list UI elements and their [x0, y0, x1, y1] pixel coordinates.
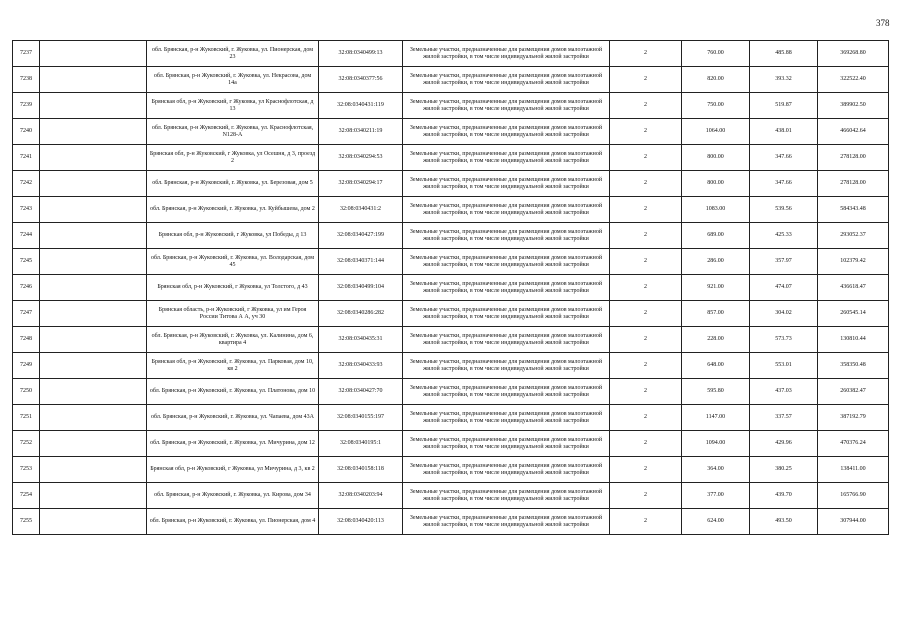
zone-cell: 2 — [610, 353, 682, 379]
zone-cell: 2 — [610, 145, 682, 171]
blank-cell — [40, 223, 147, 249]
table-row — [13, 483, 889, 509]
cadastral-number-cell: 32:08:0340203:94 — [319, 483, 403, 509]
row-number-cell: 7250 — [13, 379, 40, 405]
cadastral-value-cell: 260382.47 — [818, 379, 889, 405]
cadastral-number-cell: 32:08:0340294:53 — [319, 145, 403, 171]
area-cell: 760.00 — [682, 41, 750, 67]
cadastral-number-cell: 32:08:0340158:118 — [319, 457, 403, 483]
area-cell: 1147.00 — [682, 405, 750, 431]
address-cell: обл. Брянская, р-н Жуковский, г. Жуковка, ул. Платонова, дом 10 — [147, 379, 319, 405]
blank-cell — [40, 301, 147, 327]
cadastral-value-cell: 293052.37 — [818, 223, 889, 249]
land-use-cell: Земельные участки, предназначенные для размещения домов малоэтажной жилой застройки, в том числе индивидуальной жилой застройки — [403, 327, 610, 353]
specific-value-cell: 493.50 — [750, 509, 818, 535]
land-use-cell: Земельные участки, предназначенные для размещения домов малоэтажной жилой застройки, в том числе индивидуальной жилой застройки — [403, 223, 610, 249]
table-row — [13, 249, 889, 275]
table-row — [13, 301, 889, 327]
cadastral-value-cell: 138411.00 — [818, 457, 889, 483]
row-number-cell: 7237 — [13, 41, 40, 67]
area-cell: 750.00 — [682, 93, 750, 119]
land-use-cell: Земельные участки, предназначенные для размещения домов малоэтажной жилой застройки, в том числе индивидуальной жилой застройки — [403, 379, 610, 405]
land-use-cell: Земельные участки, предназначенные для размещения домов малоэтажной жилой застройки, в том числе индивидуальной жилой застройки — [403, 41, 610, 67]
land-use-cell: Земельные участки, предназначенные для размещения домов малоэтажной жилой застройки, в том числе индивидуальной жилой застройки — [403, 93, 610, 119]
cadastral-value-cell: 389902.50 — [818, 93, 889, 119]
address-cell: обл. Брянская, р-н Жуковский, г. Жуковка, ул. Чапаева, дом 43А — [147, 405, 319, 431]
specific-value-cell: 393.32 — [750, 67, 818, 93]
land-use-cell: Земельные участки, предназначенные для размещения домов малоэтажной жилой застройки, в том числе индивидуальной жилой застройки — [403, 353, 610, 379]
cadastral-number-cell: 32:08:0340431:2 — [319, 197, 403, 223]
blank-cell — [40, 405, 147, 431]
table-row — [13, 67, 889, 93]
blank-cell — [40, 457, 147, 483]
land-use-cell: Земельные участки, предназначенные для размещения домов малоэтажной жилой застройки, в том числе индивидуальной жилой застройки — [403, 145, 610, 171]
area-cell: 800.00 — [682, 145, 750, 171]
area-cell: 689.00 — [682, 223, 750, 249]
cadastral-value-cell: 260545.14 — [818, 301, 889, 327]
table-row — [13, 197, 889, 223]
zone-cell: 2 — [610, 405, 682, 431]
cadastral-value-cell: 466042.64 — [818, 119, 889, 145]
zone-cell: 2 — [610, 431, 682, 457]
area-cell: 364.00 — [682, 457, 750, 483]
land-use-cell: Земельные участки, предназначенные для размещения домов малоэтажной жилой застройки, в том числе индивидуальной жилой застройки — [403, 405, 610, 431]
table-row — [13, 509, 889, 535]
blank-cell — [40, 275, 147, 301]
zone-cell: 2 — [610, 223, 682, 249]
area-cell: 648.00 — [682, 353, 750, 379]
specific-value-cell: 539.56 — [750, 197, 818, 223]
cadastral-value-cell: 165766.90 — [818, 483, 889, 509]
address-cell: Брянская обл, р-н Жуковский, г Жуковка, ул Толстого, д 43 — [147, 275, 319, 301]
area-cell: 595.80 — [682, 379, 750, 405]
row-number-cell: 7254 — [13, 483, 40, 509]
row-number-cell: 7245 — [13, 249, 40, 275]
row-number-cell: 7238 — [13, 67, 40, 93]
area-cell: 921.00 — [682, 275, 750, 301]
address-cell: обл. Брянская, р-н Жуковский, г. Жуковка, ул. Пионерская, дом 4 — [147, 509, 319, 535]
cadastral-value-cell: 322522.40 — [818, 67, 889, 93]
address-cell: обл. Брянская, р-н Жуковский, г. Жуковка, ул. Некрасова, дом 14а — [147, 67, 319, 93]
blank-cell — [40, 431, 147, 457]
area-cell: 1083.00 — [682, 197, 750, 223]
blank-cell — [40, 483, 147, 509]
area-cell: 377.00 — [682, 483, 750, 509]
cadastral-number-cell: 32:08:0340377:56 — [319, 67, 403, 93]
row-number-cell: 7244 — [13, 223, 40, 249]
area-cell: 800.00 — [682, 171, 750, 197]
zone-cell: 2 — [610, 41, 682, 67]
land-use-cell: Земельные участки, предназначенные для размещения домов малоэтажной жилой застройки, в том числе индивидуальной жилой застройки — [403, 275, 610, 301]
table-row — [13, 119, 889, 145]
cadastral-value-cell: 358350.48 — [818, 353, 889, 379]
zone-cell: 2 — [610, 249, 682, 275]
address-cell: обл. Брянская, р-н Жуковский, г. Жуковка, ул. Пионерская, дом 23 — [147, 41, 319, 67]
land-use-cell: Земельные участки, предназначенные для размещения домов малоэтажной жилой застройки, в том числе индивидуальной жилой застройки — [403, 197, 610, 223]
blank-cell — [40, 379, 147, 405]
specific-value-cell: 485.88 — [750, 41, 818, 67]
specific-value-cell: 425.33 — [750, 223, 818, 249]
cadastral-number-cell: 32:08:0340435:31 — [319, 327, 403, 353]
table-row — [13, 431, 889, 457]
address-cell: обл. Брянская, р-н Жуковский, г. Жуковка, ул. Кирова, дом 34 — [147, 483, 319, 509]
area-cell: 286.00 — [682, 249, 750, 275]
zone-cell: 2 — [610, 509, 682, 535]
zone-cell: 2 — [610, 275, 682, 301]
cadastral-number-cell: 32:08:0340294:17 — [319, 171, 403, 197]
address-cell: обл. Брянская, р-н Жуковский, г. Жуковка, ул. Мичурина, дом 12 — [147, 431, 319, 457]
zone-cell: 2 — [610, 301, 682, 327]
table-body — [13, 41, 889, 535]
blank-cell — [40, 197, 147, 223]
row-number-cell: 7242 — [13, 171, 40, 197]
row-number-cell: 7251 — [13, 405, 40, 431]
address-cell: Брянская обл, р-н Жуковский, г Жуковка, ул Победы, д 13 — [147, 223, 319, 249]
row-number-cell: 7249 — [13, 353, 40, 379]
specific-value-cell: 573.73 — [750, 327, 818, 353]
cadastral-value-cell: 436618.47 — [818, 275, 889, 301]
zone-cell: 2 — [610, 457, 682, 483]
cadastral-number-cell: 32:08:0340499:13 — [319, 41, 403, 67]
address-cell: Брянская обл, р-н Жуковский, г Жуковка, ул Мичурина, д 3, кв 2 — [147, 457, 319, 483]
cadastral-value-cell: 387192.79 — [818, 405, 889, 431]
address-cell: обл. Брянская, р-н Жуковский, г. Жуковка, ул. Березовая, дом 5 — [147, 171, 319, 197]
row-number-cell: 7243 — [13, 197, 40, 223]
cadastral-number-cell: 32:08:0340195:1 — [319, 431, 403, 457]
blank-cell — [40, 67, 147, 93]
land-use-cell: Земельные участки, предназначенные для размещения домов малоэтажной жилой застройки, в том числе индивидуальной жилой застройки — [403, 249, 610, 275]
row-number-cell: 7247 — [13, 301, 40, 327]
cadastral-number-cell: 32:08:0340371:144 — [319, 249, 403, 275]
address-cell: обл. Брянская, р-н Жуковский, г. Жуковка, ул. Куйбышева, дом 2 — [147, 197, 319, 223]
table-row — [13, 171, 889, 197]
specific-value-cell: 429.96 — [750, 431, 818, 457]
blank-cell — [40, 509, 147, 535]
area-cell: 1064.00 — [682, 119, 750, 145]
land-use-cell: Земельные участки, предназначенные для размещения домов малоэтажной жилой застройки, в том числе индивидуальной жилой застройки — [403, 431, 610, 457]
cadastral-value-cell: 307944.00 — [818, 509, 889, 535]
cadastral-value-cell: 278128.00 — [818, 171, 889, 197]
zone-cell: 2 — [610, 327, 682, 353]
cadastral-value-cell: 369268.80 — [818, 41, 889, 67]
area-cell: 1094.00 — [682, 431, 750, 457]
zone-cell: 2 — [610, 171, 682, 197]
area-cell: 857.00 — [682, 301, 750, 327]
address-cell: обл. Брянская, р-н Жуковский, г. Жуковка, ул. Калинина, дом 6, квартира 4 — [147, 327, 319, 353]
table-row — [13, 379, 889, 405]
cadastral-number-cell: 32:08:0340155:197 — [319, 405, 403, 431]
row-number-cell: 7241 — [13, 145, 40, 171]
land-registry-table — [12, 40, 889, 535]
address-cell: обл. Брянская, р-н Жуковский, г. Жуковка, ул. Володарская, дом 45 — [147, 249, 319, 275]
specific-value-cell: 357.97 — [750, 249, 818, 275]
specific-value-cell: 439.70 — [750, 483, 818, 509]
cadastral-value-cell: 584343.48 — [818, 197, 889, 223]
row-number-cell: 7248 — [13, 327, 40, 353]
cadastral-number-cell: 32:08:0340420:113 — [319, 509, 403, 535]
land-use-cell: Земельные участки, предназначенные для размещения домов малоэтажной жилой застройки, в том числе индивидуальной жилой застройки — [403, 509, 610, 535]
cadastral-value-cell: 470376.24 — [818, 431, 889, 457]
zone-cell: 2 — [610, 483, 682, 509]
table-row — [13, 275, 889, 301]
blank-cell — [40, 145, 147, 171]
specific-value-cell: 519.87 — [750, 93, 818, 119]
page-number: 378 — [876, 18, 890, 28]
zone-cell: 2 — [610, 93, 682, 119]
zone-cell: 2 — [610, 67, 682, 93]
specific-value-cell: 474.07 — [750, 275, 818, 301]
area-cell: 820.00 — [682, 67, 750, 93]
blank-cell — [40, 93, 147, 119]
specific-value-cell: 437.03 — [750, 379, 818, 405]
land-use-cell: Земельные участки, предназначенные для размещения домов малоэтажной жилой застройки, в том числе индивидуальной жилой застройки — [403, 301, 610, 327]
blank-cell — [40, 119, 147, 145]
table-row — [13, 41, 889, 67]
zone-cell: 2 — [610, 379, 682, 405]
address-cell: Брянская область, р-н Жуковский, г Жуковка, ул им Героя России Титова А А, уч 30 — [147, 301, 319, 327]
specific-value-cell: 347.66 — [750, 171, 818, 197]
cadastral-number-cell: 32:08:0340431:119 — [319, 93, 403, 119]
table-row — [13, 327, 889, 353]
land-use-cell: Земельные участки, предназначенные для размещения домов малоэтажной жилой застройки, в том числе индивидуальной жилой застройки — [403, 457, 610, 483]
area-cell: 228.00 — [682, 327, 750, 353]
address-cell: Брянская обл, р-н Жуковский, г. Жуковка, ул. Парковая, дом 10, кв 2 — [147, 353, 319, 379]
address-cell: Брянская обл, р-н Жуковский, г Жуковка, ул Осешня, д 3, проезд 2 — [147, 145, 319, 171]
land-use-cell: Земельные участки, предназначенные для размещения домов малоэтажной жилой застройки, в том числе индивидуальной жилой застройки — [403, 119, 610, 145]
cadastral-number-cell: 32:08:0340286:282 — [319, 301, 403, 327]
cadastral-number-cell: 32:08:0340211:19 — [319, 119, 403, 145]
zone-cell: 2 — [610, 197, 682, 223]
specific-value-cell: 438.01 — [750, 119, 818, 145]
blank-cell — [40, 353, 147, 379]
cadastral-number-cell: 32:08:0340427:199 — [319, 223, 403, 249]
land-use-cell: Земельные участки, предназначенные для размещения домов малоэтажной жилой застройки, в том числе индивидуальной жилой застройки — [403, 67, 610, 93]
row-number-cell: 7255 — [13, 509, 40, 535]
land-use-cell: Земельные участки, предназначенные для размещения домов малоэтажной жилой застройки, в том числе индивидуальной жилой застройки — [403, 171, 610, 197]
cadastral-value-cell: 130810.44 — [818, 327, 889, 353]
cadastral-value-cell: 102379.42 — [818, 249, 889, 275]
cadastral-number-cell: 32:08:0340433:93 — [319, 353, 403, 379]
blank-cell — [40, 41, 147, 67]
specific-value-cell: 337.57 — [750, 405, 818, 431]
specific-value-cell: 304.02 — [750, 301, 818, 327]
table-row — [13, 353, 889, 379]
cadastral-number-cell: 32:08:0340427:70 — [319, 379, 403, 405]
table-row — [13, 457, 889, 483]
row-number-cell: 7252 — [13, 431, 40, 457]
address-cell: обл. Брянская, р-н Жуковский, г. Жуковка, ул. Краснофлотская, N128-А — [147, 119, 319, 145]
cadastral-value-cell: 278128.00 — [818, 145, 889, 171]
blank-cell — [40, 171, 147, 197]
blank-cell — [40, 249, 147, 275]
table-row — [13, 145, 889, 171]
address-cell: Брянская обл, р-н Жуковский, г Жуковка, ул Краснофлотская, д 13 — [147, 93, 319, 119]
row-number-cell: 7253 — [13, 457, 40, 483]
area-cell: 624.00 — [682, 509, 750, 535]
specific-value-cell: 553.01 — [750, 353, 818, 379]
cadastral-number-cell: 32:08:0340499:104 — [319, 275, 403, 301]
specific-value-cell: 347.66 — [750, 145, 818, 171]
zone-cell: 2 — [610, 119, 682, 145]
table-row — [13, 405, 889, 431]
row-number-cell: 7240 — [13, 119, 40, 145]
specific-value-cell: 380.25 — [750, 457, 818, 483]
land-use-cell: Земельные участки, предназначенные для размещения домов малоэтажной жилой застройки, в том числе индивидуальной жилой застройки — [403, 483, 610, 509]
table-row — [13, 93, 889, 119]
row-number-cell: 7239 — [13, 93, 40, 119]
blank-cell — [40, 327, 147, 353]
row-number-cell: 7246 — [13, 275, 40, 301]
table-row — [13, 223, 889, 249]
